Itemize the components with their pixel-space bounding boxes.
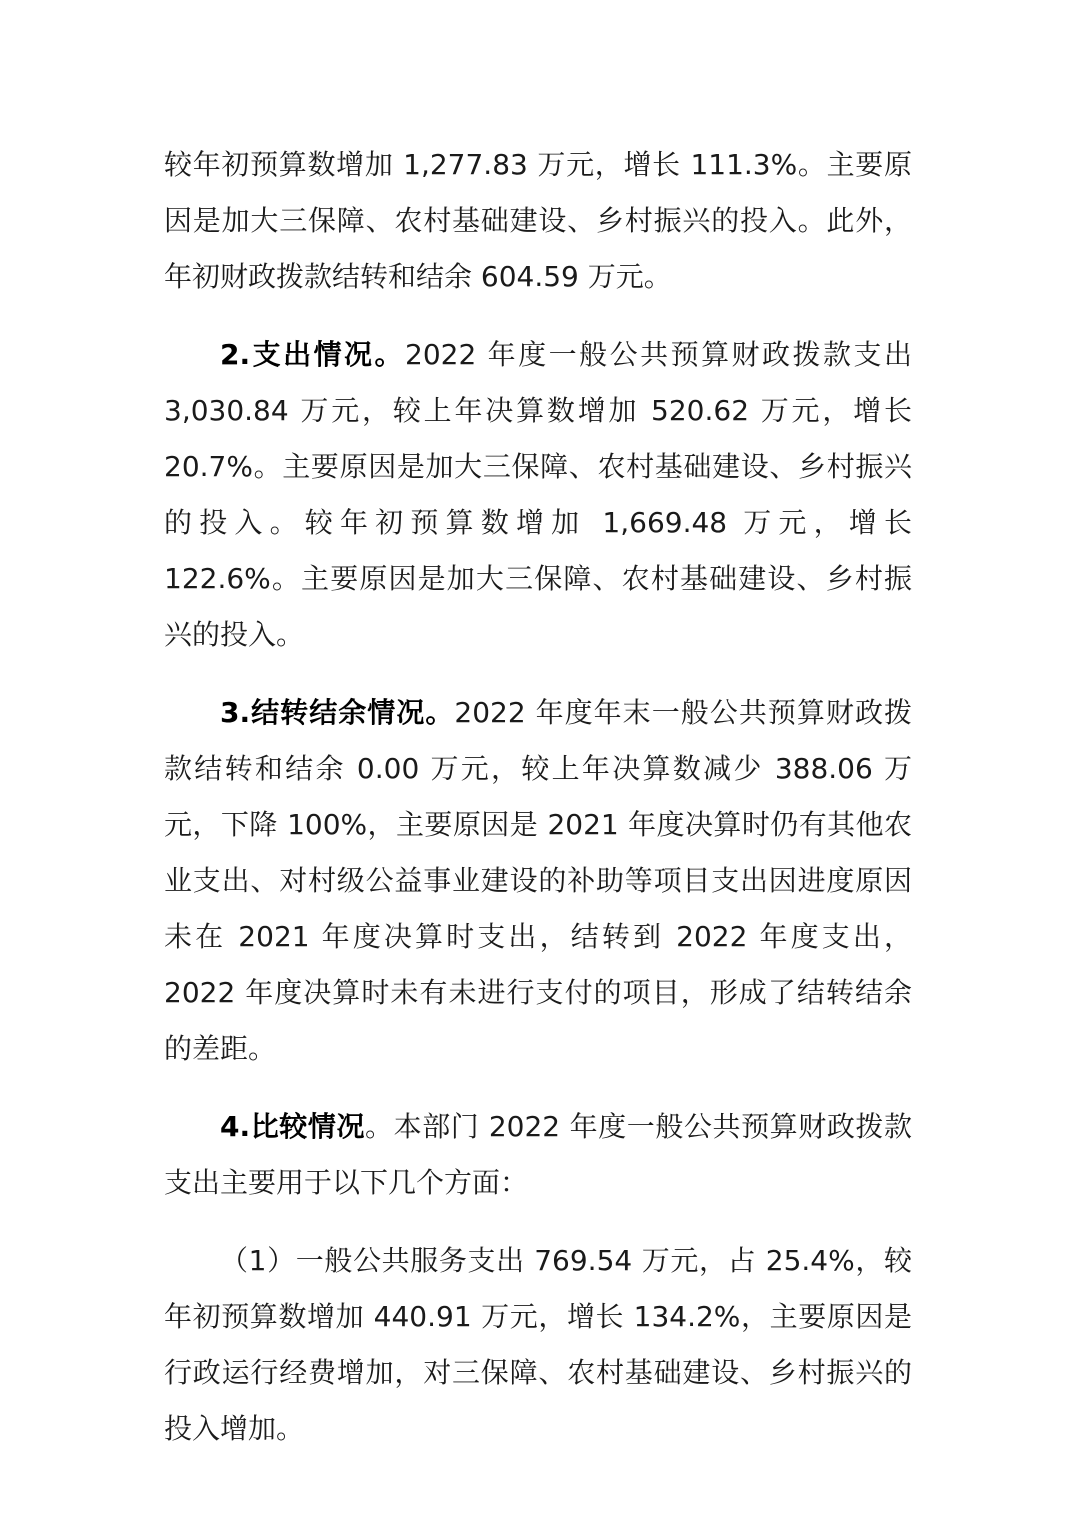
section-heading-comparison: 4.比较情况 [220,1110,366,1143]
section-heading-carryover: 3.结转结余情况。 [220,696,455,729]
document-body [164,137,912,1457]
paragraph-carryover [164,685,912,1077]
paragraph-text: 较年初预算数增加 1,277.83 万元，增长 111.3%。主要原因是加大三保障、农村基础建设、乡村振兴的投入。此外，年初财政拨款结转和结余 604.59 万元。 [164,148,912,293]
section-heading-expenditure: 2.支出情况。 [220,338,406,371]
paragraph-income-continued [164,137,912,305]
paragraph-comparison [164,1099,912,1211]
paragraph-text: （1）一般公共服务支出 769.54 万元，占 25.4%，较年初预算数增加 440.91 万元，增长 134.2%，主要原因是行政运行经费增加，对三保障、农村基础建设、乡村振兴的投入增加。 [164,1244,912,1445]
paragraph-text: 2022 年度一般公共预算财政拨款支出 3,030.84 万元，较上年决算数增加 520.62 万元，增长 20.7%。主要原因是加大三保障、农村基础建设、乡村振兴的投入。较年初预算数增加 1,669.48 万元，增长 122.6%。主要原因是加大三保障、农村基础建设、乡村振兴的投入。 [164,338,912,651]
paragraph-text: 2022 年度年末一般公共预算财政拨款结转和结余 0.00 万元，较上年决算数减少 388.06 万元，下降 100%，主要原因是 2021 年度决算时仍有其他农业支出、对村级公益事业建设的补助等项目支出因进度原因未在 2021 年度决算时支出，结转到 2022 年度支出，2022 年度决算时未有未进行支付的项目，形成了结转结余的差距。 [164,696,912,1065]
paragraph-text: 。本部门 2022 年度一般公共预算财政拨款支出主要用于以下几个方面： [164,1110,913,1199]
paragraph-item-1 [164,1233,912,1457]
paragraph-expenditure [164,327,912,663]
